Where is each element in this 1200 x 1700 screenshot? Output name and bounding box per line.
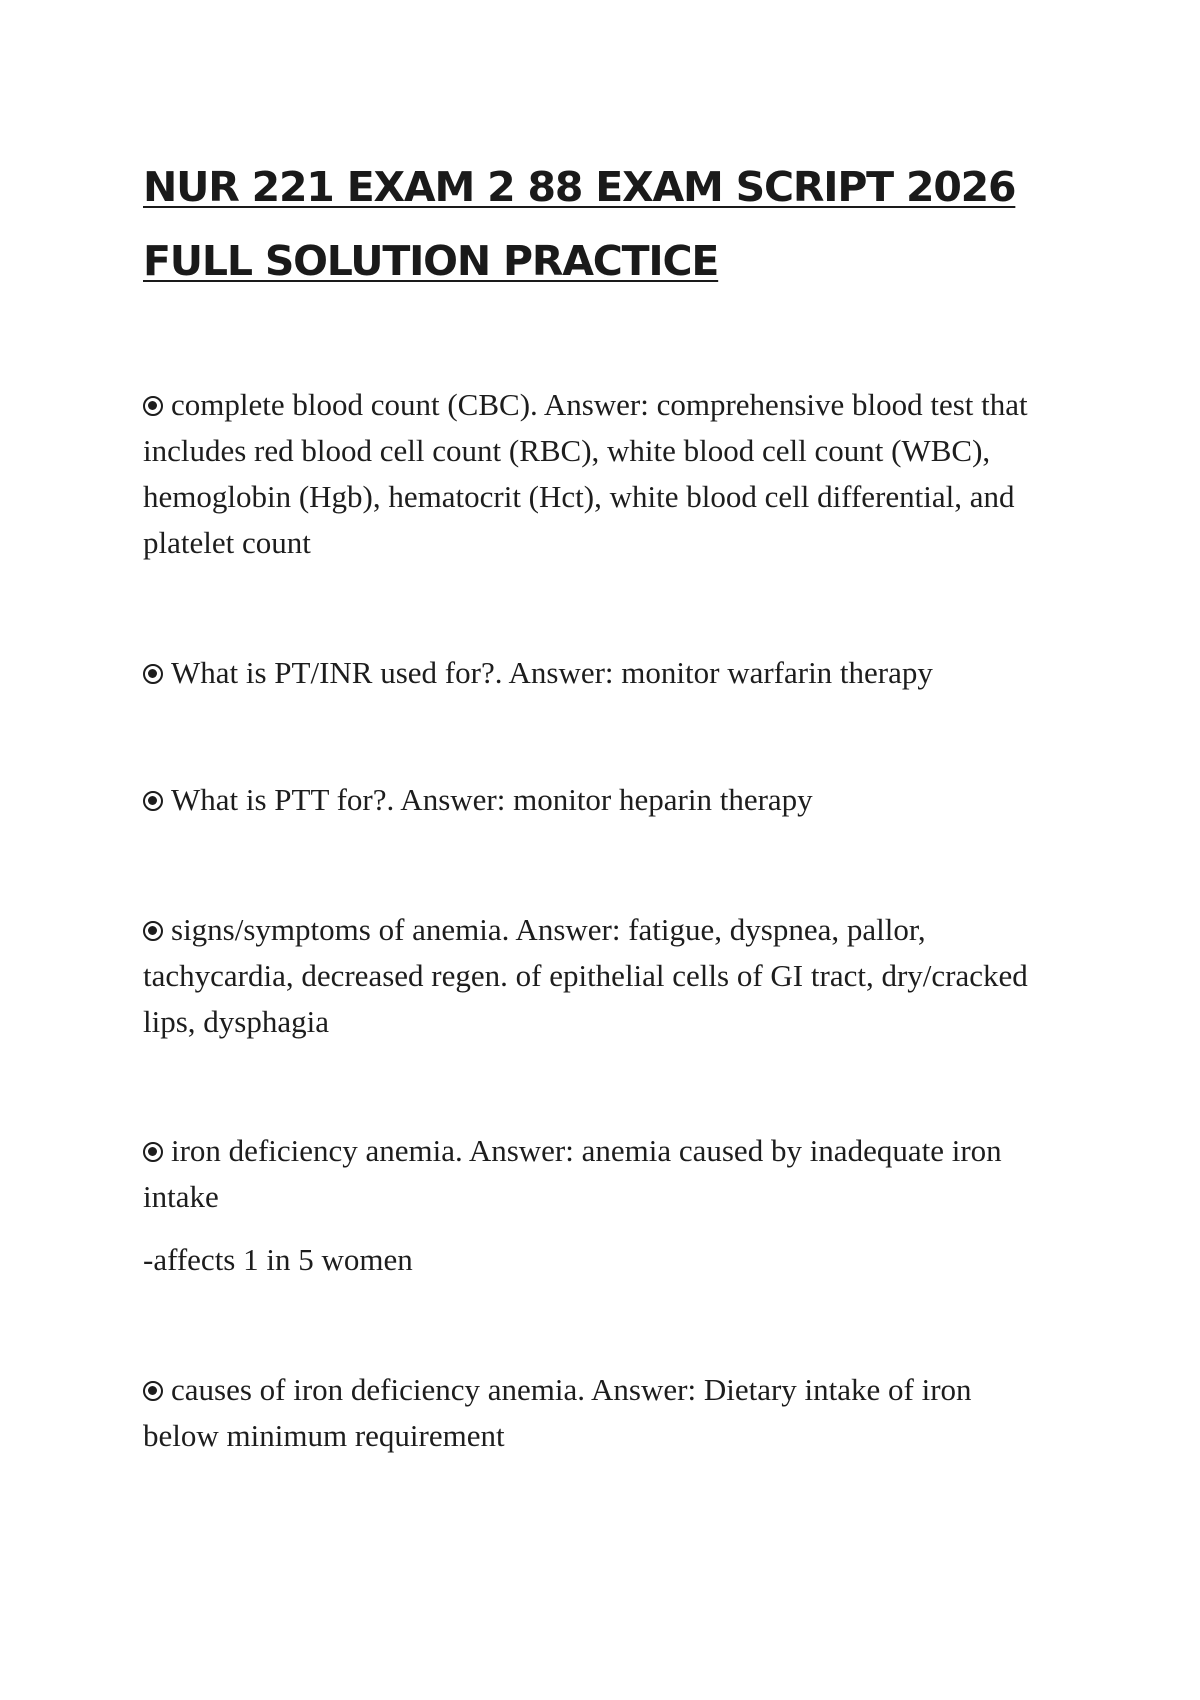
radio-bullet-icon — [143, 1142, 163, 1162]
list-item-note — [143, 1237, 1043, 1283]
list-item-paragraph — [143, 907, 1043, 1045]
radio-bullet-icon — [143, 664, 163, 684]
list-item — [143, 907, 1043, 1045]
radio-bullet-icon — [143, 1381, 163, 1401]
list-item-text: causes of iron deficiency anemia. Answer: Dietary intake of iron below minimum requirement — [143, 1372, 972, 1453]
radio-bullet-icon — [143, 396, 163, 416]
radio-bullet-icon — [143, 921, 163, 941]
page-title — [143, 150, 1043, 298]
list-item-paragraph — [143, 650, 1043, 696]
list-item — [143, 1128, 1043, 1220]
list-item-text: complete blood count (CBC). Answer: comprehensive blood test that includes red blood cell count (RBC), white blood cell count (WBC), hemoglobin (Hgb), hematocrit (Hct), white blood cell differential, and platelet count — [143, 387, 1028, 560]
page-title-text: NUR 221 EXAM 2 88 EXAM SCRIPT 2026 FULL SOLUTION PRACTICE — [143, 163, 1016, 285]
list-item-text: iron deficiency anemia. Answer: anemia caused by inadequate iron intake — [143, 1133, 1002, 1214]
list-item-paragraph — [143, 777, 1043, 823]
list-item-text: signs/symptoms of anemia. Answer: fatigue, dyspnea, pallor, tachycardia, decreased regen. of epithelial cells of GI tract, dry/cracked lips, dysphagia — [143, 912, 1028, 1039]
radio-bullet-icon — [143, 791, 163, 811]
list-item-text: What is PTT for?. Answer: monitor heparin therapy — [171, 782, 813, 817]
list-item-paragraph — [143, 1128, 1043, 1220]
list-item-note-text: -affects 1 in 5 women — [143, 1242, 413, 1277]
list-item-text: What is PT/INR used for?. Answer: monitor warfarin therapy — [171, 655, 933, 690]
list-item-paragraph — [143, 1367, 1043, 1459]
list-item — [143, 382, 1043, 566]
list-item — [143, 777, 1043, 823]
list-item-paragraph — [143, 382, 1043, 566]
list-item — [143, 1367, 1043, 1459]
list-item — [143, 650, 1043, 696]
